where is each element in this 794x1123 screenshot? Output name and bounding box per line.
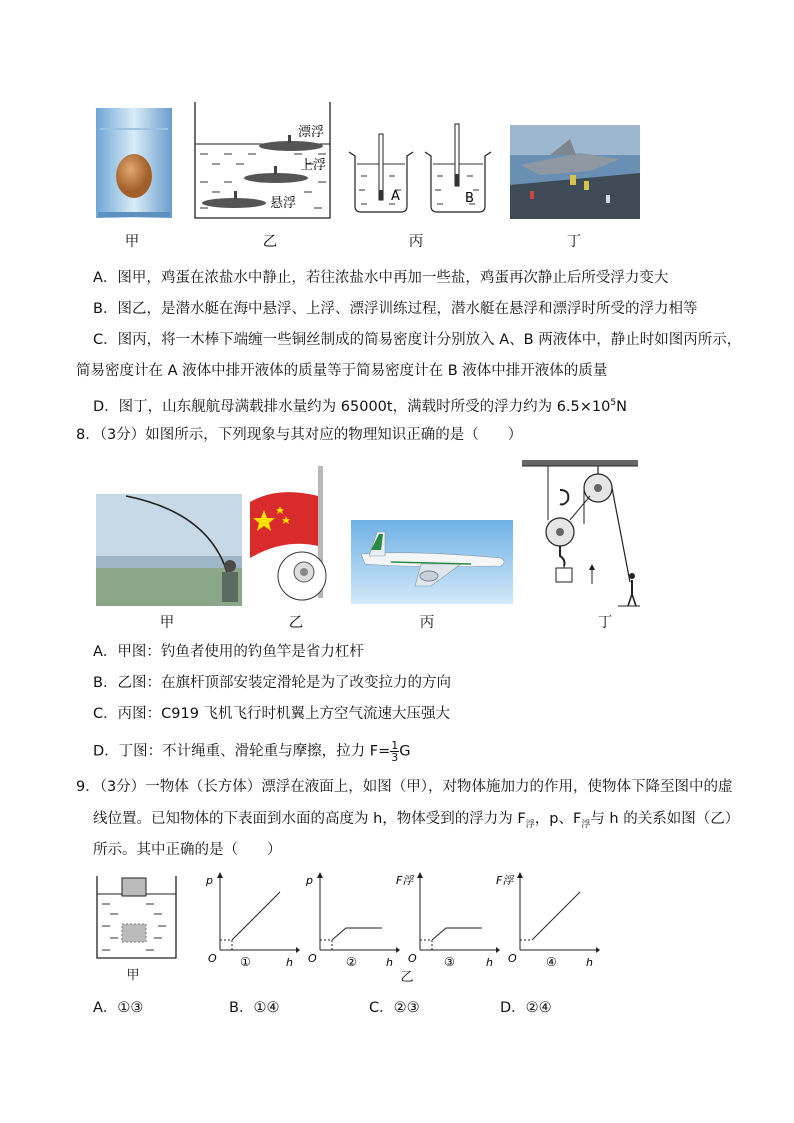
rise-label: 上浮 bbox=[300, 158, 327, 173]
q8-caption-ding: 丁 bbox=[597, 615, 613, 631]
graph-4 bbox=[496, 870, 600, 970]
suspend-label: 悬浮 bbox=[270, 196, 297, 211]
q7-option-b: B．图乙，是潜水艇在海中悬浮、上浮、漂浮训练过程，潜水艇在悬浮和漂浮时所受的浮力相等 bbox=[93, 301, 698, 317]
graph-3-xlabel: h bbox=[486, 956, 493, 969]
densimeter-beakers-diagram bbox=[345, 124, 495, 216]
q8-option-d: D．丁图：不计绳重、滑轮重与摩擦，拉力 F= $\frac{1}{3}$ G bbox=[93, 739, 411, 764]
label-A: A bbox=[391, 189, 400, 204]
q7-caption-bing: 丙 bbox=[408, 234, 424, 250]
q9-option-c[interactable]: C．②③ bbox=[369, 1000, 420, 1016]
flag-pulley-image bbox=[248, 466, 330, 598]
graph-1 bbox=[200, 870, 300, 970]
graph-2 bbox=[300, 870, 400, 970]
q7-caption-ding: 丁 bbox=[566, 234, 582, 250]
graph-2-xlabel: h bbox=[386, 956, 393, 969]
graph-3-number: ③ bbox=[444, 955, 455, 969]
float-label: 漂浮 bbox=[298, 125, 325, 140]
q7-option-a: A．图甲，鸡蛋在浓盐水中静止，若往浓盐水中再加一些盐，鸡蛋再次静止后所受浮力变大 bbox=[93, 270, 669, 286]
label-B: B bbox=[465, 191, 474, 206]
pulley-system-diagram bbox=[520, 460, 640, 610]
egg-beaker-image bbox=[96, 108, 172, 218]
q8-option-a: A．甲图：钓鱼者使用的钓鱼竿是省力杠杆 bbox=[93, 644, 364, 660]
graph-4-number: ④ bbox=[546, 955, 557, 969]
fraction-one-third: $\frac{1}{3}$ bbox=[391, 739, 399, 764]
airplane-image bbox=[351, 520, 513, 604]
graph-2-origin: O bbox=[308, 952, 317, 965]
q9-option-d[interactable]: D．②④ bbox=[500, 1000, 552, 1016]
q9-caption-jia: 甲 bbox=[126, 968, 140, 983]
q9-caption-yi: 乙 bbox=[400, 970, 414, 985]
q7-caption-yi: 乙 bbox=[262, 234, 278, 250]
graph-3-origin: O bbox=[408, 952, 417, 965]
q9-stem-1: 9．（3分）一物体（长方体）漂浮在液面上，如图（甲），对物体施加力的作用，使物体下降至图中的虚 bbox=[76, 779, 733, 795]
q8-caption-yi: 乙 bbox=[288, 615, 304, 631]
fishing-image bbox=[96, 494, 242, 606]
graph-4-ylabel: F浮 bbox=[496, 874, 514, 887]
graph-1-number: ① bbox=[240, 955, 251, 969]
graph-3 bbox=[396, 870, 500, 970]
q9-stem-2: 线位置。已知物体的下表面到水面的高度为 h，物体受到的浮力为 $F_浮$，p、$F_浮$与 h 的关系如图（乙） bbox=[93, 811, 740, 830]
floating-block-diagram bbox=[96, 876, 178, 960]
q7-option-c: C．图丙，将一木棒下端缠一些铜丝制成的简易密度计分别放入 A、B 两液体中，静止时如图丙所示， bbox=[93, 332, 742, 348]
q7-caption-jia: 甲 bbox=[124, 234, 140, 250]
q8-option-b: B．乙图：在旗杆顶部安装定滑轮是为了改变拉力的方向 bbox=[93, 675, 451, 691]
graph-4-xlabel: h bbox=[586, 956, 593, 969]
submarine-diagram bbox=[194, 102, 334, 220]
graph-1-origin: O bbox=[208, 952, 217, 965]
graph-1-ylabel: p bbox=[206, 874, 213, 887]
q8-option-c: C．丙图：C919 飞机飞行时机翼上方空气流速大压强大 bbox=[93, 706, 451, 722]
q9-option-b[interactable]: B．①④ bbox=[229, 1000, 280, 1016]
q9-option-a[interactable]: A．①③ bbox=[93, 1000, 144, 1016]
graph-3-ylabel: F浮 bbox=[396, 874, 414, 887]
graph-4-origin: O bbox=[508, 952, 517, 965]
q8-caption-bing: 丙 bbox=[419, 615, 435, 631]
graph-1-xlabel: h bbox=[286, 956, 293, 969]
q8-caption-jia: 甲 bbox=[159, 615, 175, 631]
graph-2-ylabel: p bbox=[306, 874, 313, 887]
aircraft-carrier-image bbox=[510, 125, 640, 219]
q9-stem-3: 所示。其中正确的是（ ） bbox=[93, 842, 282, 858]
q8-stem: 8．（3分）如图所示，下列现象与其对应的物理知识正确的是（ ） bbox=[76, 427, 523, 443]
graph-2-number: ② bbox=[346, 955, 357, 969]
q7-option-c-cont: 简易密度计在 A 液体中排开液体的质量等于简易密度计在 B 液体中排开液体的质量 bbox=[76, 363, 608, 379]
q7-option-d: D．图丁，山东舰航母满载排水量约为 65000t，满载时所受的浮力约为 $6.5\times 10^5N$ bbox=[93, 398, 627, 415]
